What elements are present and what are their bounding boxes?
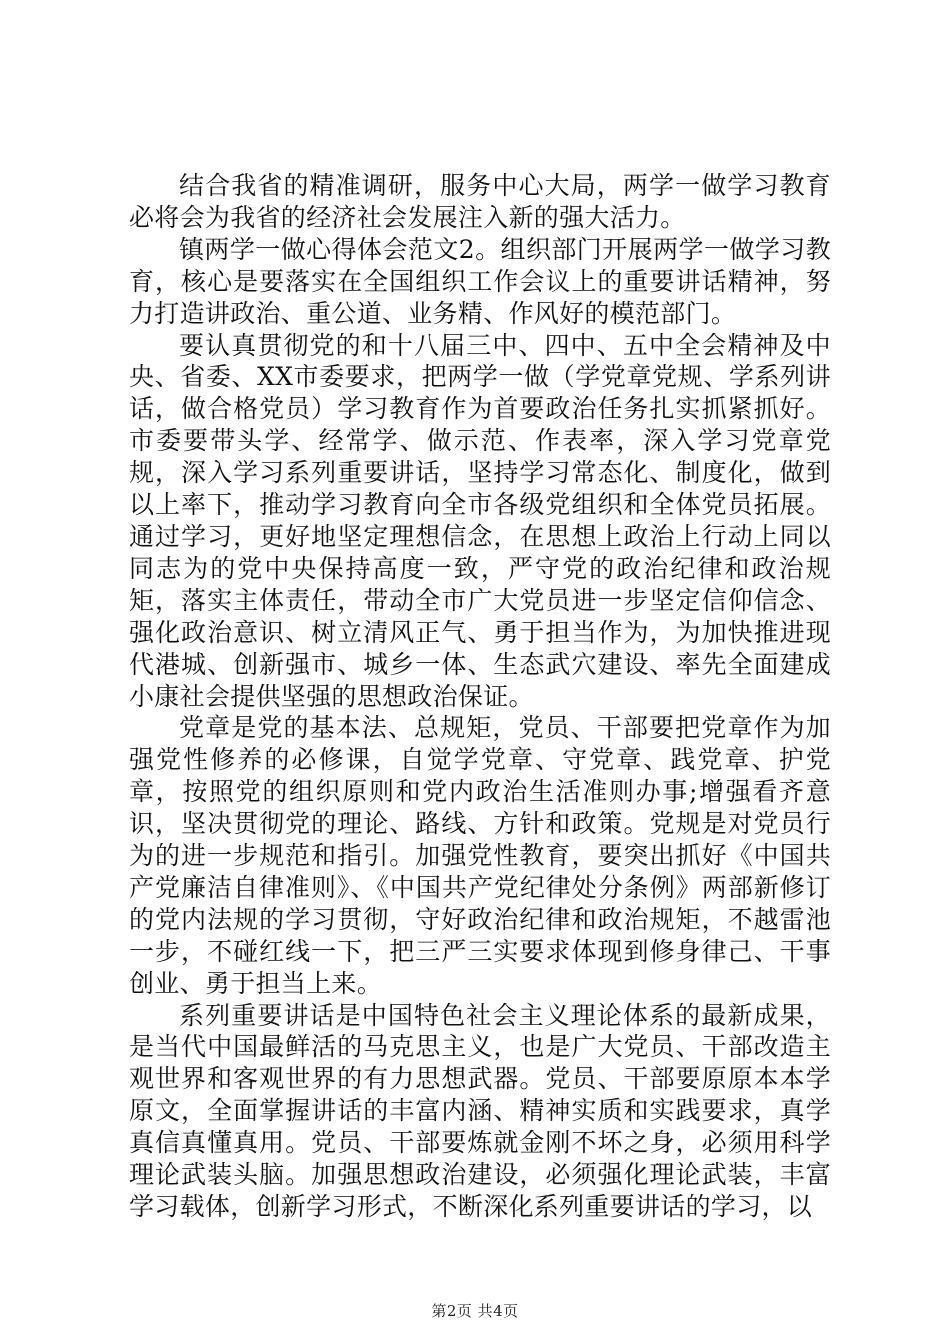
paragraph-5: 系列重要讲话是中国特色社会主义理论体系的最新成果，是当代中国最鲜活的马克思主义，也是广大党员、干部改造主观世界和客观世界的有力思想武器。党员、干部要原原本本学原文，全面掌握讲话的丰富内涵、精神实质和实践要求，真学真信真懂真用。党员、干部要炼就金刚不坏之身，必须用科学理论武装头脑。加强思想政治建设，必须强化理论武装，丰富学习载体，创新学习形式，不断深化系列重要讲话的学习，以 bbox=[129, 1000, 831, 1221]
paragraph-4: 党章是党的基本法、总规矩，党员、干部要把党章作为加强党性修养的必修课，自觉学党章、守党章、践党章、护党章，按照党的组织原则和党内政治生活准则办事;增强看齐意识，坚决贯彻党的理论、路线、方针和政策。党规是对党员行为的进一步规范和指引。加强党性教育，要突出抓好《中国共产党廉洁自律准则》、《中国共产党纪律处分条例》两部新修订的党内法规的学习贯彻，守好政治纪律和政治规矩，不越雷池一步，不碰红线一下，把三严三实要求体现到修身律己、干事创业、勇于担当上来。 bbox=[129, 713, 831, 998]
paragraph-1: 结合我省的精准调研，服务中心大局，两学一做学习教育必将会为我省的经济社会发展注入新的强大活力。 bbox=[129, 171, 831, 232]
page-footer bbox=[0, 1300, 950, 1321]
paragraph-3: 要认真贯彻党的和十八届三中、四中、五中全会精神及中央、省委、XX市委要求，把两学一做（学党章党规、学系列讲话，做合格党员）学习教育作为首要政治任务扎实抓紧抓好。市委要带头学、经常学、做示范、作表率，深入学习党章党规，深入学习系列重要讲话，坚持学习常态化、制度化，做到以上率下，推动学习教育向全市各级党组织和全体党员拓展。通过学习，更好地坚定理想信念，在思想上政治上行动上同以同志为的党中央保持高度一致，严守党的政治纪律和政治规矩，落实主体责任，带动全市广大党员进一步坚定信仰信念、强化政治意识、树立清风正气、勇于担当作为，为加快推进现代港城、创新强市、城乡一体、生态武穴建设、率先全面建成小康社会提供坚强的思想政治保证。 bbox=[129, 330, 831, 711]
paragraph-2: 镇两学一做心得体会范文2。组织部门开展两学一做学习教育，核心是要落实在全国组织工作会议上的重要讲话精神，努力打造讲政治、重公道、业务精、作风好的模范部门。 bbox=[129, 234, 831, 328]
document-body bbox=[129, 170, 831, 1223]
page-number-label: 第2页 共4页 bbox=[431, 1302, 519, 1320]
